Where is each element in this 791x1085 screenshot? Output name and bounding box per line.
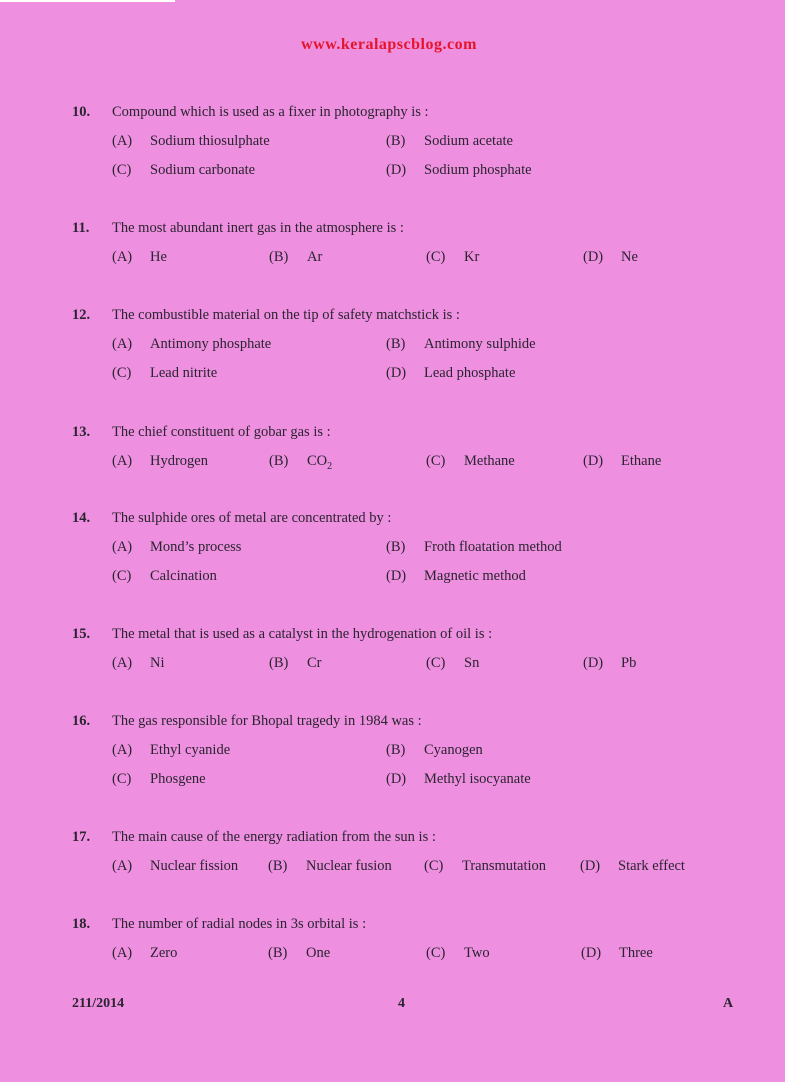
option-d: (D) Sodium phosphate [386,162,532,178]
option-a: (A) Ethyl cyanide [112,742,231,758]
question-text: The sulphide ores of metal are concentrated by : [112,510,392,526]
website-header: www.keralapscblog.com [301,36,477,53]
option-a: (A) Zero [112,945,178,961]
paper-code: 211/2014 [72,996,125,1011]
scan-edge-right [785,0,791,1085]
question-number: 12. [72,307,91,323]
option-a: (A) Sodium thiosulphate [112,133,270,149]
question-text: The combustible material on the tip of safety matchstick is : [112,307,460,323]
question-text: The chief constituent of gobar gas is : [112,424,331,440]
option-b: (B) Froth floatation method [386,539,562,555]
option-b: (B) Cyanogen [386,742,483,758]
option-c: (C) Transmutation [424,858,547,874]
option-b: (B) Antimony sulphide [386,336,536,352]
option-c: (C) Sn [426,655,480,671]
option-c: (C) Kr [426,249,480,265]
option-b: (B) $CO_2$ [269,453,333,472]
option-c: (C) Phosgene [112,771,206,787]
option-d: (D) Lead phosphate [386,365,516,381]
question-text: The number of radial nodes in 3s orbital is : [112,916,367,932]
question-text: The most abundant inert gas in the atmosphere is : [112,220,404,236]
scan-edge-top [0,0,175,2]
question-number: 14. [72,510,91,526]
option-d: (D) Methyl isocyanate [386,771,531,787]
option-c: (C) Calcination [112,568,217,584]
option-a: (A) Mond’s process [112,539,242,555]
option-c: (C) Methane [426,453,515,469]
option-d: (D) Three [581,945,653,961]
option-b: (B) Ar [269,249,323,265]
option-b: (B) One [268,945,331,961]
option-c: (C) Two [426,945,490,961]
option-a: (A) Nuclear fission [112,858,239,874]
question-number: 18. [72,916,91,932]
page-number: 4 [398,996,405,1011]
option-c: (C) Sodium carbonate [112,162,256,178]
option-d: (D) Ethane [583,453,662,469]
option-d: (D) Pb [583,655,637,671]
series-letter: A [723,996,734,1011]
option-a: (A) Hydrogen [112,453,208,469]
option-a: (A) Antimony phosphate [112,336,272,352]
option-a: (A) He [112,249,167,265]
question-text: The gas responsible for Bhopal tragedy in 1984 was : [112,713,422,729]
question-number: 11. [72,220,90,236]
question-number: 17. [72,829,91,845]
question-number: 16. [72,713,91,729]
option-d: (D) Stark effect [580,858,685,874]
question-number: 10. [72,104,91,120]
question-text: The main cause of the energy radiation from the sun is : [112,829,436,845]
question-number: 15. [72,626,91,642]
question-text: The metal that is used as a catalyst in the hydrogenation of oil is : [112,626,493,642]
option-b: (B) Sodium acetate [386,133,513,149]
option-b: (B) Cr [269,655,322,671]
option-d: (D) Ne [583,249,638,265]
option-c: (C) Lead nitrite [112,365,218,381]
option-d: (D) Magnetic method [386,568,526,584]
option-a: (A) Ni [112,655,165,671]
option-b: (B) Nuclear fusion [268,858,392,874]
question-text: Compound which is used as a fixer in photography is : [112,104,429,120]
question-number: 13. [72,424,91,440]
